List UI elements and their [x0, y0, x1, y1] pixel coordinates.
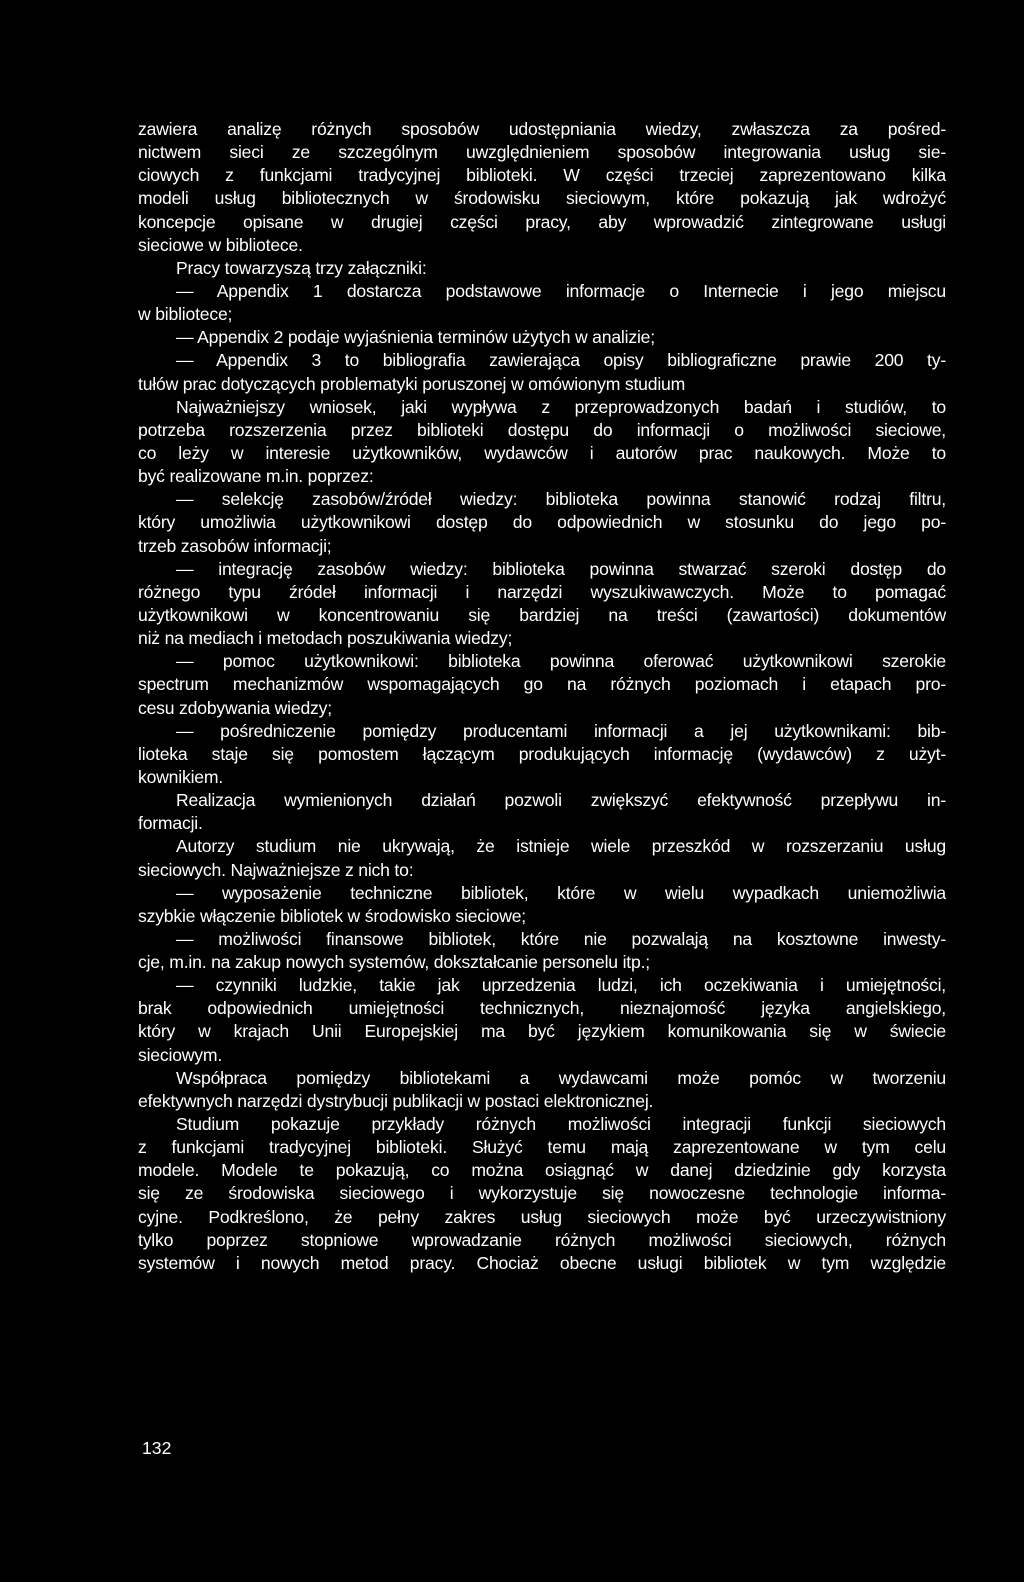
text-line: zawiera analizę różnych sposobów udostępniania wiedzy, zwłaszcza za pośred- — [138, 119, 946, 139]
text-line: formacji. — [138, 813, 203, 834]
text-line: cesu zdobywania wiedzy; — [138, 697, 332, 718]
text-line: — wyposażenie techniczne bibliotek, które w wielu wypadkach uniemożliwia — [176, 882, 946, 903]
text-line: ciowych z funkcjami tradycyjnej biblioteki. W części trzeciej zaprezentowano kilka — [138, 165, 946, 186]
text-line: — Appendix 3 to bibliografia zawierająca opisy bibliograficzne prawie 200 ty- — [176, 350, 946, 371]
text-line: potrzeba rozszerzenia przez biblioteki dostępu do informacji o możliwości sieciowe, — [138, 419, 946, 440]
text-line: — selekcję zasobów/źródeł wiedzy: biblioteka powinna stanowić rodzaj filtru, — [176, 489, 946, 510]
text-line: — czynniki ludzkie, takie jak uprzedzenia ludzi, ich oczekiwania i umiejętności, — [176, 975, 946, 996]
text-line: koncepcje opisane w drugiej części pracy, aby wprowadzić zintegrowane usługi — [138, 211, 946, 232]
text-line: który w krajach Unii Europejskiej ma być językiem komunikowania się w świecie — [138, 1021, 946, 1042]
text-line: sieciowych. Najważniejsze z nich to: — [138, 859, 414, 880]
text-line: kownikiem. — [138, 766, 224, 787]
text-line: cyjne. Podkreślono, że pełny zakres usług sieciowych może być urzeczywistniony — [138, 1206, 946, 1227]
text-line: tułów prac dotyczących problematyki poruszonej w omówionym studium — [138, 373, 686, 394]
text-line: Studium pokazuje przykłady różnych możliwości integracji funkcji sieciowych — [176, 1114, 946, 1135]
text-line: różnego typu źródeł informacji i narzędzi wyszukiwawczych. Może to pomagać — [138, 581, 946, 602]
text-line: modele. Modele te pokazują, co można osiągnąć w danej dziedzinie gdy korzysta — [138, 1160, 946, 1181]
text-line: co leży w interesie użytkowników, wydawców i autorów prac naukowych. Może to — [138, 442, 946, 463]
text-line: — pośredniczenie pomiędzy producentami informacji a jej użytkownikami: bib- — [176, 720, 946, 741]
text-line: niż na mediach i metodach poszukiwania wiedzy; — [138, 628, 513, 649]
text-line: Najważniejszy wniosek, jaki wypływa z przeprowadzonych badań i studiów, to — [176, 396, 946, 417]
text-line: modeli usług bibliotecznych w środowisku sieciowym, które pokazują jak wdrożyć — [138, 188, 946, 209]
text-line: — integrację zasobów wiedzy: biblioteka powinna stwarzać szeroki dostęp do — [176, 558, 946, 579]
text-line: — pomoc użytkownikowi: biblioteka powinna oferować użytkownikowi szerokie — [176, 651, 946, 672]
text-line: nictwem sieci ze szczególnym uwzględnieniem sposobów integrowania usług sie- — [138, 142, 946, 163]
text-line: systemów i nowych metod pracy. Chociaż obecne usługi bibliotek w tym względzie — [138, 1252, 946, 1273]
text-line: sieciowe w bibliotece. — [138, 234, 303, 255]
text-line: cje, m.in. na zakup nowych systemów, dokształcanie personelu itp.; — [138, 952, 650, 973]
text-line: Pracy towarzyszą trzy załączniki: — [176, 257, 427, 278]
text-line: z funkcjami tradycyjnej biblioteki. Służyć temu mają zaprezentowane w tym celu — [138, 1137, 946, 1158]
text-line: tylko poprzez stopniowe wprowadzanie różnych możliwości sieciowych, różnych — [138, 1229, 946, 1250]
text-line: — Appendix 1 dostarcza podstawowe informacje o Internecie i jego miejscu — [176, 280, 946, 301]
text-line: który umożliwia użytkownikowi dostęp do odpowiednich w stosunku do jego po- — [138, 512, 946, 533]
text-line: — Appendix 2 podaje wyjaśnienia terminów użytych w analizie; — [176, 327, 655, 348]
text-line: lioteka staje się pomostem łączącym produkujących informację (wydawców) z użyt- — [138, 743, 946, 764]
text-line: użytkownikowi w koncentrowaniu się bardziej na treści (zawartości) dokumentów — [138, 604, 946, 625]
text-line: Autorzy studium nie ukrywają, że istnieje wiele przeszkód w rozszerzaniu usług — [176, 836, 946, 857]
text-line: efektywnych narzędzi dystrybucji publikacji w postaci elektronicznej. — [138, 1090, 654, 1111]
text-line: brak odpowiednich umiejętności technicznych, nieznajomość języka angielskiego, — [138, 998, 946, 1019]
text-line: sieciowym. — [138, 1044, 223, 1065]
body-text — [138, 118, 946, 1275]
text-line: Współpraca pomiędzy bibliotekami a wydawcami może pomóc w tworzeniu — [176, 1067, 946, 1088]
text-line: się ze środowiska sieciowego i wykorzystuje się nowoczesne technologie informa- — [138, 1183, 946, 1204]
text-line: Realizacja wymienionych działań pozwoli zwiększyć efektywność przepływu in- — [176, 790, 946, 811]
text-line: trzeb zasobów informacji; — [138, 535, 332, 556]
text-line: — możliwości finansowe bibliotek, które nie pozwalają na kosztowne inwesty- — [176, 928, 946, 949]
text-line: szybkie włączenie bibliotek w środowisko sieciowe; — [138, 905, 526, 926]
text-line: w bibliotece; — [138, 304, 233, 325]
text-line: być realizowane m.in. poprzez: — [138, 466, 374, 487]
text-line: spectrum mechanizmów wspomagających go na różnych poziomach i etapach pro- — [138, 674, 946, 695]
page-number: 132 — [142, 1438, 172, 1458]
